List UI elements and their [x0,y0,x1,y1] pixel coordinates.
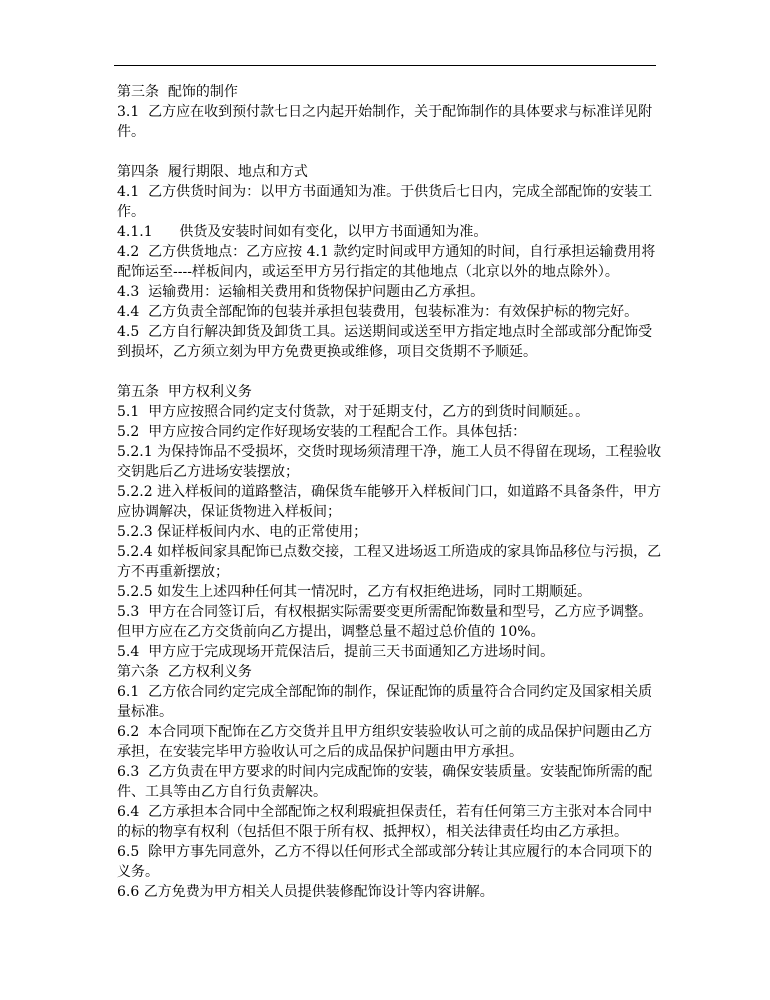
paragraph: 6.4 乙方承担本合同中全部配饰之权利瑕疵担保责任，若有任何第三方主张对本合同中的标的物享有权利（包括但不限于所有权、抵押权），相关法律责任均由乙方承担。 [117,804,653,840]
paragraph: 3.1 乙方应在收到预付款七日之内起开始制作，关于配饰制作的具体要求与标准详见附件。 [117,104,653,140]
paragraph: 第三条 配饰的制作 [117,84,238,100]
paragraph-gap [117,142,662,162]
paragraph: 4.1.1 供货及安装时间如有变化，以甲方书面通知为准。 [117,224,488,240]
document-body [117,82,662,902]
paragraph: 6.5 除甲方事先同意外，乙方不得以任何形式全部或部分转让其应履行的本合同项下的义务。 [117,844,653,880]
paragraph: 6.3 乙方负责在甲方要求的时间内完成配饰的安装，确保安装质量。安装配饰所需的配件、工具等由乙方自行负责解决。 [117,764,653,800]
paragraph: 4.5 乙方自行解决卸货及卸货工具。运送期间或送至甲方指定地点时全部或部分配饰受到损坏，乙方须立刻为甲方免费更换或维修，项目交货期不予顺延。 [117,324,653,360]
paragraph: 第四条 履行期限、地点和方式 [117,164,308,180]
paragraph: 5.3 甲方在合同签订后，有权根据实际需要变更所需配饰数量和型号，乙方应予调整。但甲方应在乙方交货前向乙方提出，调整总量不超过总价值的 10%。 [117,604,653,640]
paragraph: 6.2 本合同项下配饰在乙方交货并且甲方组织安装验收认可之前的成品保护问题由乙方承担，在安装完毕甲方验收认可之后的成品保护问题由甲方承担。 [117,724,653,760]
paragraph: 4.3 运输费用：运输相关费用和货物保护问题由乙方承担。 [117,284,485,300]
paragraph: 5.2.3 保证样板间内水、电的正常使用； [117,524,368,540]
paragraph: 第六条 乙方权利义务 [117,664,252,680]
paragraph-gap [117,362,662,382]
paragraph: 第五条 甲方权利义务 [117,384,252,400]
paragraph: 5.2 甲方应按合同约定作好现场安装的工程配合工作。具体包括： [117,424,527,440]
header-rule [114,65,656,66]
paragraph: 5.2.2 进入样板间的道路整洁，确保货车能够开入样板间门口，如道路不具备条件，甲方应协调解决，保证货物进入样板间； [117,484,662,520]
paragraph: 5.2.5 如发生上述四种任何其一情况时，乙方有权拒绝进场，同时工期顺延。 [117,584,592,600]
paragraph: 4.1 乙方供货时间为：以甲方书面通知为准。于供货后七日内，完成全部配饰的安装工作。 [117,184,653,220]
paragraph: 5.1 甲方应按照合同约定支付货款，对于延期支付，乙方的到货时间顺延。。 [117,404,590,420]
paragraph: 6.6 乙方免费为甲方相关人员提供装修配饰设计等内容讲解。 [117,884,494,900]
paragraph: 5.2.1 为保持饰品不受损坏，交货时现场须清理干净，施工人员不得留在现场，工程验收交钥匙后乙方进场安装摆放； [117,444,662,480]
paragraph: 5.2.4 如样板间家具配饰已点数交接，工程又进场返工所造成的家具饰品移位与污损，乙方不再重新摆放； [117,544,662,580]
paragraph: 6.1 乙方依合同约定完成全部配饰的制作，保证配饰的质量符合合同约定及国家相关质量标准。 [117,684,653,720]
paragraph: 4.2 乙方供货地点：乙方应按 4.1 款约定时间或甲方通知的时间，自行承担运输费用将配饰运至----样板间内，或运至甲方另行指定的其他地点（北京以外的地点除外）。 [117,244,656,280]
paragraph: 4.4 乙方负责全部配饰的包装并承担包装费用，包装标准为：有效保护标的物完好。 [117,304,639,320]
paragraph: 5.4 甲方应于完成现场开荒保洁后，提前三天书面通知乙方进场时间。 [117,644,555,660]
